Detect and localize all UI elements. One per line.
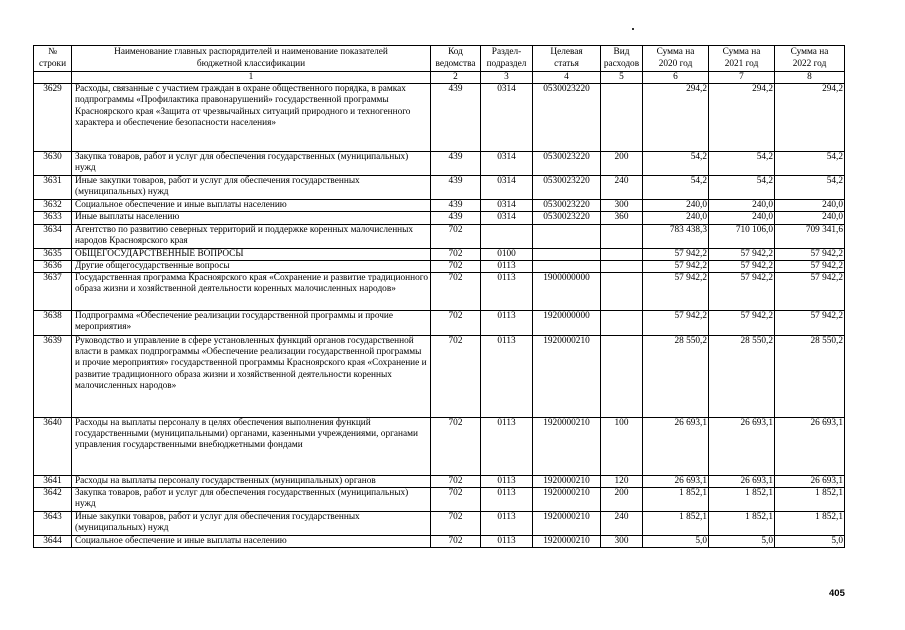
row-number: 3638	[34, 311, 72, 336]
numbering-cell: 1	[72, 72, 431, 84]
expense-type	[601, 260, 643, 272]
sum-2022: 26 693,1	[775, 476, 845, 488]
sum-2021: 26 693,1	[709, 476, 775, 488]
department-code: 439	[431, 176, 481, 200]
target-article: 1920000210	[533, 488, 601, 512]
numbering-cell: 4	[533, 72, 601, 84]
table-row	[34, 536, 845, 548]
sum-2020: 54,2	[643, 176, 709, 200]
sum-2022: 57 942,2	[775, 273, 845, 311]
page-number: 405	[829, 588, 845, 599]
sum-2020: 57 942,2	[643, 311, 709, 336]
row-name: Агентство по развитию северных территорий и поддержке коренных малочисленных народов Красноярского края	[72, 224, 431, 248]
subsection-code: 0314	[481, 152, 533, 176]
table-row	[34, 152, 845, 176]
row-number: 3629	[34, 84, 72, 152]
row-name: Иные выплаты населению	[72, 212, 431, 224]
department-code: 702	[431, 260, 481, 272]
table-row	[34, 418, 845, 476]
department-code: 439	[431, 84, 481, 152]
row-number: 3634	[34, 224, 72, 248]
sum-2020: 5,0	[643, 536, 709, 548]
department-code: 702	[431, 488, 481, 512]
target-article: 1920000210	[533, 336, 601, 418]
expense-type	[601, 273, 643, 311]
department-code: 702	[431, 336, 481, 418]
target-article: 0530023220	[533, 176, 601, 200]
sum-2021: 57 942,2	[709, 273, 775, 311]
table-row	[34, 224, 845, 248]
sum-2020: 26 693,1	[643, 418, 709, 476]
row-name: Руководство и управление в сфере установленных функций органов государственной власти в рамках подпрограммы «Обеспечение реализации государственной программы и прочие мероприятия» государственной программы Красноярского края «Сохранение и развитие традиционного образа жизни и хозяйственной деятельности коренных малочисленных народов»	[72, 336, 431, 418]
subsection-code: 0113	[481, 311, 533, 336]
row-number: 3637	[34, 273, 72, 311]
row-name: Закупка товаров, работ и услуг для обеспечения государственных (муниципальных) нужд	[72, 488, 431, 512]
scan-dot	[632, 28, 634, 30]
sum-2022: 5,0	[775, 536, 845, 548]
subsection-code: 0113	[481, 536, 533, 548]
header-subsection: Раздел- подраздел	[481, 46, 533, 72]
expense-type: 200	[601, 152, 643, 176]
sum-2022: 240,0	[775, 212, 845, 224]
table-row	[34, 512, 845, 536]
row-number: 3639	[34, 336, 72, 418]
row-name: ОБЩЕГОСУДАРСТВЕННЫЕ ВОПРОСЫ	[72, 248, 431, 260]
sum-2020: 57 942,2	[643, 273, 709, 311]
numbering-cell: 2	[431, 72, 481, 84]
table-row	[34, 84, 845, 152]
department-code: 439	[431, 200, 481, 212]
row-number: 3642	[34, 488, 72, 512]
target-article: 0530023220	[533, 152, 601, 176]
sum-2020: 57 942,2	[643, 248, 709, 260]
target-article: 1920000210	[533, 476, 601, 488]
target-article: 0530023220	[533, 200, 601, 212]
sum-2022: 26 693,1	[775, 418, 845, 476]
expense-type: 120	[601, 476, 643, 488]
expense-type	[601, 84, 643, 152]
subsection-code: 0314	[481, 200, 533, 212]
department-code: 702	[431, 536, 481, 548]
subsection-code: 0113	[481, 273, 533, 311]
row-name: Государственная программа Красноярского края «Сохранение и развитие традиционного образа жизни и хозяйственной деятельности коренных малочисленных народов»	[72, 273, 431, 311]
row-number: 3631	[34, 176, 72, 200]
expense-type: 300	[601, 536, 643, 548]
sum-2022: 1 852,1	[775, 512, 845, 536]
target-article: 1920000210	[533, 512, 601, 536]
subsection-code: 0100	[481, 248, 533, 260]
sum-2020: 57 942,2	[643, 260, 709, 272]
table-row	[34, 248, 845, 260]
row-number: 3633	[34, 212, 72, 224]
row-number: 3635	[34, 248, 72, 260]
target-article	[533, 260, 601, 272]
target-article: 1920000210	[533, 536, 601, 548]
sum-2020: 28 550,2	[643, 336, 709, 418]
header-sum-2020: Сумма на 2020 год	[643, 46, 709, 72]
sum-2021: 240,0	[709, 200, 775, 212]
table-row	[34, 260, 845, 272]
row-name: Закупка товаров, работ и услуг для обеспечения государственных (муниципальных) нужд	[72, 152, 431, 176]
sum-2021: 26 693,1	[709, 418, 775, 476]
numbering-cell: 5	[601, 72, 643, 84]
target-article: 1920000000	[533, 311, 601, 336]
table-row	[34, 176, 845, 200]
target-article	[533, 248, 601, 260]
sum-2020: 26 693,1	[643, 476, 709, 488]
row-name: Иные закупки товаров, работ и услуг для обеспечения государственных (муниципальных) нужд	[72, 512, 431, 536]
sum-2021: 240,0	[709, 212, 775, 224]
subsection-code: 0314	[481, 212, 533, 224]
department-code: 702	[431, 224, 481, 248]
subsection-code: 0314	[481, 84, 533, 152]
sum-2021: 57 942,2	[709, 311, 775, 336]
row-name: Иные закупки товаров, работ и услуг для обеспечения государственных (муниципальных) нужд	[72, 176, 431, 200]
department-code: 702	[431, 273, 481, 311]
numbering-cell: 8	[775, 72, 845, 84]
header-row-number: № строки	[34, 46, 72, 72]
department-code: 439	[431, 212, 481, 224]
header-expense-type: Вид расходов	[601, 46, 643, 72]
expense-type: 240	[601, 512, 643, 536]
expense-type: 360	[601, 212, 643, 224]
sum-2022: 54,2	[775, 176, 845, 200]
row-number: 3636	[34, 260, 72, 272]
sum-2021: 294,2	[709, 84, 775, 152]
sum-2020: 783 438,3	[643, 224, 709, 248]
row-name: Подпрограмма «Обеспечение реализации государственной программы и прочие мероприятия»	[72, 311, 431, 336]
header-target-article: Целевая статья	[533, 46, 601, 72]
expense-type: 200	[601, 488, 643, 512]
row-number: 3644	[34, 536, 72, 548]
numbering-cell: 6	[643, 72, 709, 84]
department-code: 702	[431, 512, 481, 536]
table-row	[34, 336, 845, 418]
row-number: 3643	[34, 512, 72, 536]
numbering-cell: 3	[481, 72, 533, 84]
row-name: Социальное обеспечение и иные выплаты населению	[72, 200, 431, 212]
sum-2021: 57 942,2	[709, 260, 775, 272]
subsection-code	[481, 224, 533, 248]
header-sum-2021: Сумма на 2021 год	[709, 46, 775, 72]
sum-2022: 294,2	[775, 84, 845, 152]
expense-type: 100	[601, 418, 643, 476]
department-code: 702	[431, 418, 481, 476]
subsection-code: 0113	[481, 476, 533, 488]
row-name: Другие общегосударственные вопросы	[72, 260, 431, 272]
sum-2021: 28 550,2	[709, 336, 775, 418]
target-article: 0530023220	[533, 212, 601, 224]
sum-2020: 54,2	[643, 152, 709, 176]
subsection-code: 0113	[481, 512, 533, 536]
sum-2021: 57 942,2	[709, 248, 775, 260]
sum-2020: 240,0	[643, 212, 709, 224]
table-row	[34, 273, 845, 311]
sum-2021: 5,0	[709, 536, 775, 548]
table-row	[34, 311, 845, 336]
row-name: Расходы на выплаты персоналу государственных (муниципальных) органов	[72, 476, 431, 488]
table-row	[34, 212, 845, 224]
row-number: 3640	[34, 418, 72, 476]
subsection-code: 0113	[481, 488, 533, 512]
target-article	[533, 224, 601, 248]
table-row	[34, 488, 845, 512]
expense-type: 300	[601, 200, 643, 212]
table-row	[34, 476, 845, 488]
numbering-row	[34, 72, 845, 84]
expense-type	[601, 248, 643, 260]
target-article: 0530023220	[533, 84, 601, 152]
header-row	[34, 46, 845, 72]
sum-2022: 57 942,2	[775, 311, 845, 336]
row-name: Социальное обеспечение и иные выплаты населению	[72, 536, 431, 548]
sum-2021: 1 852,1	[709, 512, 775, 536]
sum-2021: 54,2	[709, 152, 775, 176]
sum-2022: 28 550,2	[775, 336, 845, 418]
table-body	[34, 84, 845, 548]
row-number: 3641	[34, 476, 72, 488]
sum-2021: 1 852,1	[709, 488, 775, 512]
header-name: Наименование главных распорядителей и наименование показателей бюджетной классификации	[72, 46, 431, 72]
target-article: 1920000210	[533, 418, 601, 476]
numbering-cell: 7	[709, 72, 775, 84]
department-code: 702	[431, 248, 481, 260]
sum-2022: 54,2	[775, 152, 845, 176]
expense-type: 240	[601, 176, 643, 200]
department-code: 439	[431, 152, 481, 176]
sum-2021: 710 106,0	[709, 224, 775, 248]
subsection-code: 0113	[481, 418, 533, 476]
sum-2022: 240,0	[775, 200, 845, 212]
expense-type	[601, 336, 643, 418]
expense-type	[601, 224, 643, 248]
sum-2021: 54,2	[709, 176, 775, 200]
target-article: 1900000000	[533, 273, 601, 311]
table-row	[34, 200, 845, 212]
row-number: 3632	[34, 200, 72, 212]
subsection-code: 0113	[481, 260, 533, 272]
sum-2020: 1 852,1	[643, 488, 709, 512]
sum-2020: 240,0	[643, 200, 709, 212]
row-name: Расходы, связанные с участием граждан в охране общественного порядка, в рамках подпрограммы «Профилактика правонарушений» государственной программы Красноярского края «Защита от чрезвычайных ситуаций природного и техногенного характера и обеспечение безопасности населения»	[72, 84, 431, 152]
header-department-code: Код ведомства	[431, 46, 481, 72]
expense-type	[601, 311, 643, 336]
budget-table	[33, 45, 845, 548]
department-code: 702	[431, 476, 481, 488]
row-name: Расходы на выплаты персоналу в целях обеспечения выполнения функций государственными (муниципальными) органами, казенными учреждениями, органами управления государственными внебюджетными фондами	[72, 418, 431, 476]
department-code: 702	[431, 311, 481, 336]
sum-2022: 57 942,2	[775, 248, 845, 260]
sum-2020: 294,2	[643, 84, 709, 152]
header-sum-2022: Сумма на 2022 год	[775, 46, 845, 72]
sum-2020: 1 852,1	[643, 512, 709, 536]
sum-2022: 57 942,2	[775, 260, 845, 272]
subsection-code: 0314	[481, 176, 533, 200]
sum-2022: 1 852,1	[775, 488, 845, 512]
numbering-cell	[34, 72, 72, 84]
sum-2022: 709 341,6	[775, 224, 845, 248]
row-number: 3630	[34, 152, 72, 176]
subsection-code: 0113	[481, 336, 533, 418]
